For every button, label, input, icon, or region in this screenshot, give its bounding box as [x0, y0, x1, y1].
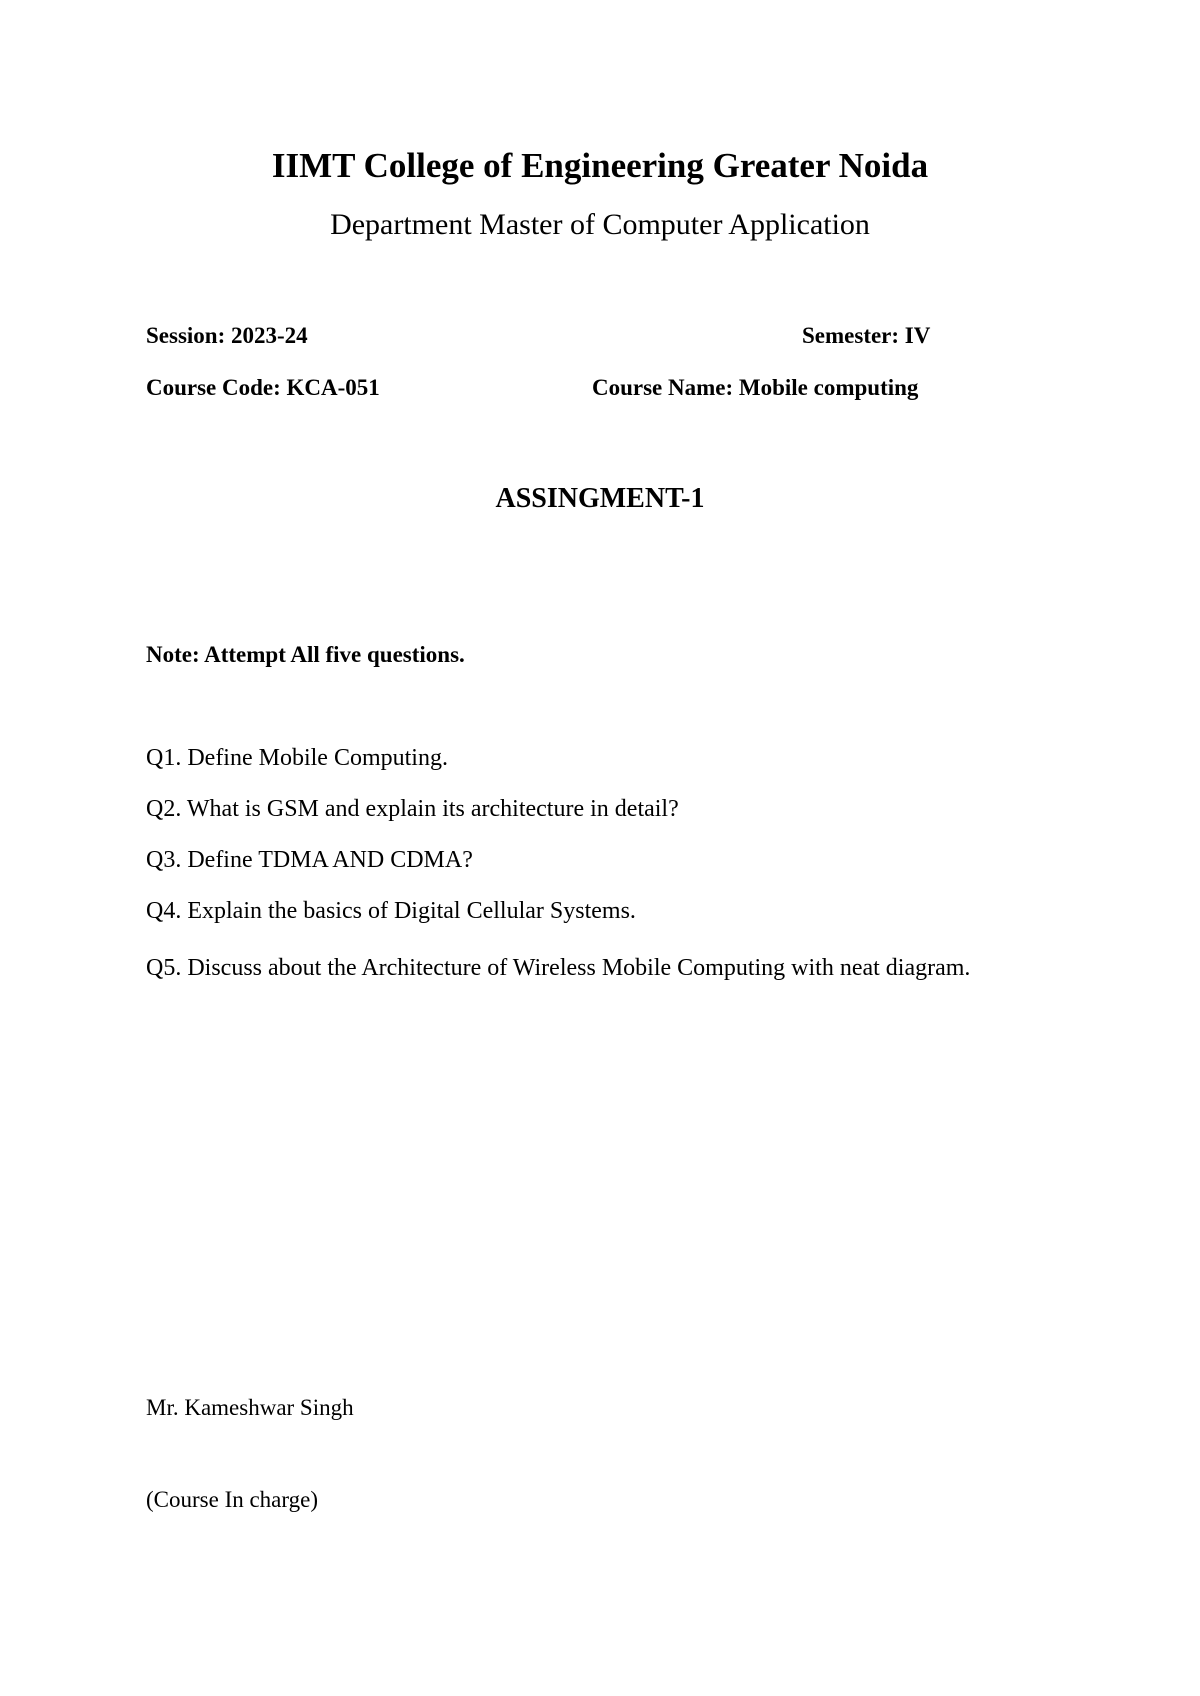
signature-role: (Course In charge)	[146, 1487, 319, 1512]
course-name-label: Course Name: Mobile computing	[592, 375, 919, 400]
course-code-label: Course Code: KCA-051	[146, 375, 380, 400]
assignment-title: ASSINGMENT-1	[495, 483, 705, 514]
college-title: IIMT College of Engineering Greater Noida	[271, 146, 929, 185]
semester-label: Semester: IV	[802, 323, 931, 348]
question-5: Q5. Discuss about the Architecture of Wireless Mobile Computing with neat diagram.	[146, 955, 971, 981]
question-1: Q1. Define Mobile Computing.	[146, 745, 448, 771]
question-2: Q2. What is GSM and explain its architecture in detail?	[146, 796, 679, 822]
question-4: Q4. Explain the basics of Digital Cellular Systems.	[146, 898, 636, 924]
department-subtitle: Department Master of Computer Application	[330, 208, 870, 241]
note-text: Note: Attempt All five questions.	[146, 642, 465, 667]
session-label: Session: 2023-24	[146, 323, 308, 348]
signature-name: Mr. Kameshwar Singh	[146, 1395, 354, 1420]
question-3: Q3. Define TDMA AND CDMA?	[146, 847, 473, 873]
